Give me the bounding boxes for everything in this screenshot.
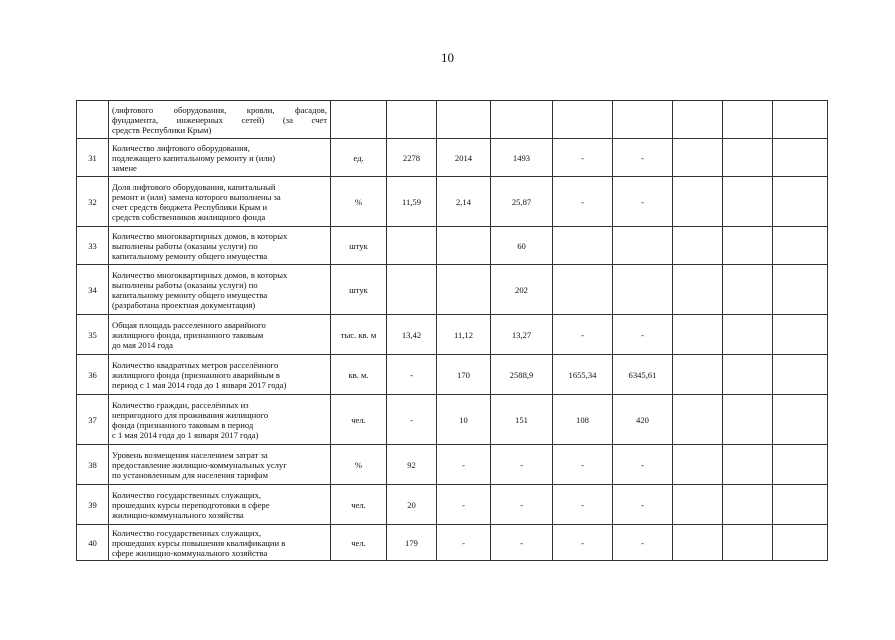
unit-of-measure: % (331, 177, 387, 227)
indicator-name-line: период с 1 мая 2014 года до 1 января 2017 года) (112, 379, 287, 390)
row-number: 36 (77, 355, 109, 395)
row-number: 31 (77, 139, 109, 177)
value-cell (773, 355, 828, 395)
value-cell (613, 265, 673, 315)
value-cell: - (437, 525, 491, 561)
indicator-name-line: прошедших курсы повышения квалификации в (112, 537, 286, 548)
indicator-name-line: до мая 2014 года (112, 339, 173, 350)
value-cell (673, 485, 723, 525)
unit-of-measure: тыс. кв. м (331, 315, 387, 355)
indicator-name (109, 227, 331, 265)
value-cell (773, 227, 828, 265)
value-cell: 92 (387, 445, 437, 485)
value-cell: - (387, 355, 437, 395)
table-row (77, 355, 828, 395)
indicator-name (109, 315, 331, 355)
value-cell (773, 525, 828, 561)
value-cell (723, 177, 773, 227)
row-number: 32 (77, 177, 109, 227)
indicator-name-line: непригодного для проживания жилищного (112, 409, 269, 420)
value-cell: 2,14 (437, 177, 491, 227)
value-cell: 202 (491, 265, 553, 315)
indicator-name-line: средств собственников жилищного фонда (112, 211, 266, 222)
indicator-name-line: выполнены работы (оказаны услуги) по (112, 279, 258, 290)
row-number: 38 (77, 445, 109, 485)
value-cell: 13,42 (387, 315, 437, 355)
indicator-name-line: с 1 мая 2014 года до 1 января 2017 года) (112, 429, 259, 440)
table-row (77, 177, 828, 227)
table-row (77, 265, 828, 315)
indicator-name-line: Количество многоквартирных домов, в которых (112, 230, 288, 241)
indicator-name (109, 395, 331, 445)
value-cell (773, 101, 828, 139)
indicator-name-line: Количество государственных служащих, (112, 527, 262, 538)
indicator-name-line: предоставление жилищно-коммунальных услуг (112, 459, 287, 470)
value-cell (673, 525, 723, 561)
indicator-name-line: по установленным для населения тарифам (112, 469, 269, 480)
table-row (77, 227, 828, 265)
indicator-name-line: жилищного фонда (признанного аварийным в (112, 369, 280, 380)
value-cell: - (553, 315, 613, 355)
value-cell: - (613, 315, 673, 355)
value-cell: - (553, 485, 613, 525)
value-cell: 2014 (437, 139, 491, 177)
value-cell (723, 355, 773, 395)
indicator-name-line: капитальному ремонту общего имущества (112, 289, 268, 300)
indicator-name-line: Количество квадратных метров расселённого (112, 359, 279, 370)
value-cell (673, 227, 723, 265)
indicator-name-line: Количество лифтового оборудования, (112, 142, 250, 153)
indicator-name-line: жилищного фонда, признанного таковым (112, 329, 264, 340)
value-cell: 25,87 (491, 177, 553, 227)
indicator-name-line: Доля лифтового оборудования, капитальный (112, 181, 276, 192)
indicator-name-line: Общая площадь расселенного аварийного (112, 319, 266, 330)
value-cell: 6345,61 (613, 355, 673, 395)
row-number: 37 (77, 395, 109, 445)
unit-of-measure: чел. (331, 525, 387, 561)
indicator-name-line: жилищно-коммунального хозяйства (112, 509, 244, 520)
table-row (77, 315, 828, 355)
indicator-name-line: Уровень возмещения населением затрат за (112, 449, 268, 460)
value-cell (723, 227, 773, 265)
value-cell (673, 101, 723, 139)
value-cell: - (613, 139, 673, 177)
value-cell (723, 525, 773, 561)
value-cell: 151 (491, 395, 553, 445)
value-cell: - (437, 485, 491, 525)
unit-of-measure: штук (331, 227, 387, 265)
value-cell: 2278 (387, 139, 437, 177)
indicator-name-line: капитальному ремонту общего имущества (112, 250, 268, 261)
indicator-name-line: фундамента, инженерных сетей) (за счет (112, 114, 327, 125)
value-cell (673, 139, 723, 177)
unit-of-measure: ед. (331, 139, 387, 177)
value-cell: - (613, 445, 673, 485)
value-cell: 1655,34 (553, 355, 613, 395)
row-number (77, 101, 109, 139)
value-cell (773, 265, 828, 315)
table-row (77, 525, 828, 561)
value-cell (673, 315, 723, 355)
unit-of-measure: % (331, 445, 387, 485)
value-cell (723, 395, 773, 445)
value-cell (773, 139, 828, 177)
indicator-name-line: прошедших курсы переподготовки в сфере (112, 499, 270, 510)
value-cell: - (553, 139, 613, 177)
unit-of-measure: штук (331, 265, 387, 315)
value-cell: 2588,9 (491, 355, 553, 395)
row-number: 40 (77, 525, 109, 561)
value-cell: 60 (491, 227, 553, 265)
value-cell (437, 265, 491, 315)
indicator-name (109, 355, 331, 395)
value-cell: - (613, 485, 673, 525)
indicator-name-line: Количество многоквартирных домов, в которых (112, 269, 288, 280)
row-number: 39 (77, 485, 109, 525)
indicator-name-line: ремонт и (или) замена которого выполнены за (112, 191, 281, 202)
value-cell: - (437, 445, 491, 485)
value-cell: - (553, 525, 613, 561)
value-cell: 20 (387, 485, 437, 525)
indicator-name-line: (лифтового оборудования, кровли, фасадов, (112, 104, 327, 115)
value-cell (491, 101, 553, 139)
value-cell (773, 315, 828, 355)
indicator-name-line: Количество государственных служащих, (112, 489, 262, 500)
value-cell: - (613, 525, 673, 561)
indicator-name-line: фонда (признанного таковым в период (112, 419, 254, 430)
value-cell: - (387, 395, 437, 445)
value-cell: 170 (437, 355, 491, 395)
value-cell (437, 101, 491, 139)
table-row (77, 395, 828, 445)
value-cell: 1493 (491, 139, 553, 177)
value-cell: 179 (387, 525, 437, 561)
indicator-name-line: (разработана проектная документация) (112, 299, 256, 310)
value-cell (553, 101, 613, 139)
indicator-name (109, 101, 331, 139)
value-cell (673, 177, 723, 227)
indicator-name (109, 265, 331, 315)
value-cell (773, 445, 828, 485)
table-row (77, 445, 828, 485)
row-number: 34 (77, 265, 109, 315)
value-cell (387, 101, 437, 139)
value-cell: - (491, 445, 553, 485)
table-row (77, 485, 828, 525)
indicator-name (109, 445, 331, 485)
value-cell: - (491, 525, 553, 561)
value-cell (673, 355, 723, 395)
value-cell (773, 177, 828, 227)
table-row (77, 139, 828, 177)
value-cell (613, 101, 673, 139)
value-cell (673, 395, 723, 445)
value-cell: 13,27 (491, 315, 553, 355)
value-cell (613, 227, 673, 265)
indicator-name (109, 177, 331, 227)
value-cell (723, 485, 773, 525)
value-cell (723, 139, 773, 177)
value-cell: 11,59 (387, 177, 437, 227)
value-cell (673, 265, 723, 315)
value-cell: 108 (553, 395, 613, 445)
value-cell: 11,12 (437, 315, 491, 355)
value-cell: - (491, 485, 553, 525)
value-cell (723, 445, 773, 485)
value-cell (387, 265, 437, 315)
value-cell: 10 (437, 395, 491, 445)
value-cell (723, 265, 773, 315)
unit-of-measure: чел. (331, 395, 387, 445)
value-cell (773, 485, 828, 525)
unit-of-measure: чел. (331, 485, 387, 525)
indicator-name (109, 139, 331, 177)
value-cell: 420 (613, 395, 673, 445)
value-cell (553, 265, 613, 315)
indicator-name-line: подлежащего капитальному ремонту и (или) (112, 152, 276, 163)
row-number: 33 (77, 227, 109, 265)
table-row (77, 101, 828, 139)
unit-of-measure (331, 101, 387, 139)
indicator-name-line: счет средств бюджета Республики Крым и (112, 201, 268, 212)
value-cell (553, 227, 613, 265)
value-cell (387, 227, 437, 265)
indicators-table (76, 100, 828, 561)
row-number: 35 (77, 315, 109, 355)
indicator-name (109, 525, 331, 561)
value-cell: - (553, 177, 613, 227)
indicator-name-line: Количество граждан, расселённых из (112, 399, 249, 410)
indicator-name (109, 485, 331, 525)
indicator-name-line: выполнены работы (оказаны услуги) по (112, 240, 258, 251)
value-cell: - (553, 445, 613, 485)
indicator-name-line: средств Республики Крым) (112, 124, 212, 135)
value-cell (437, 227, 491, 265)
page-number: 10 (441, 50, 454, 65)
indicator-name-line: замене (112, 162, 137, 173)
value-cell (773, 395, 828, 445)
value-cell (673, 445, 723, 485)
unit-of-measure: кв. м. (331, 355, 387, 395)
value-cell: - (613, 177, 673, 227)
value-cell (723, 101, 773, 139)
indicator-name-line: сфере жилищно-коммунального хозяйства (112, 547, 268, 558)
value-cell (723, 315, 773, 355)
